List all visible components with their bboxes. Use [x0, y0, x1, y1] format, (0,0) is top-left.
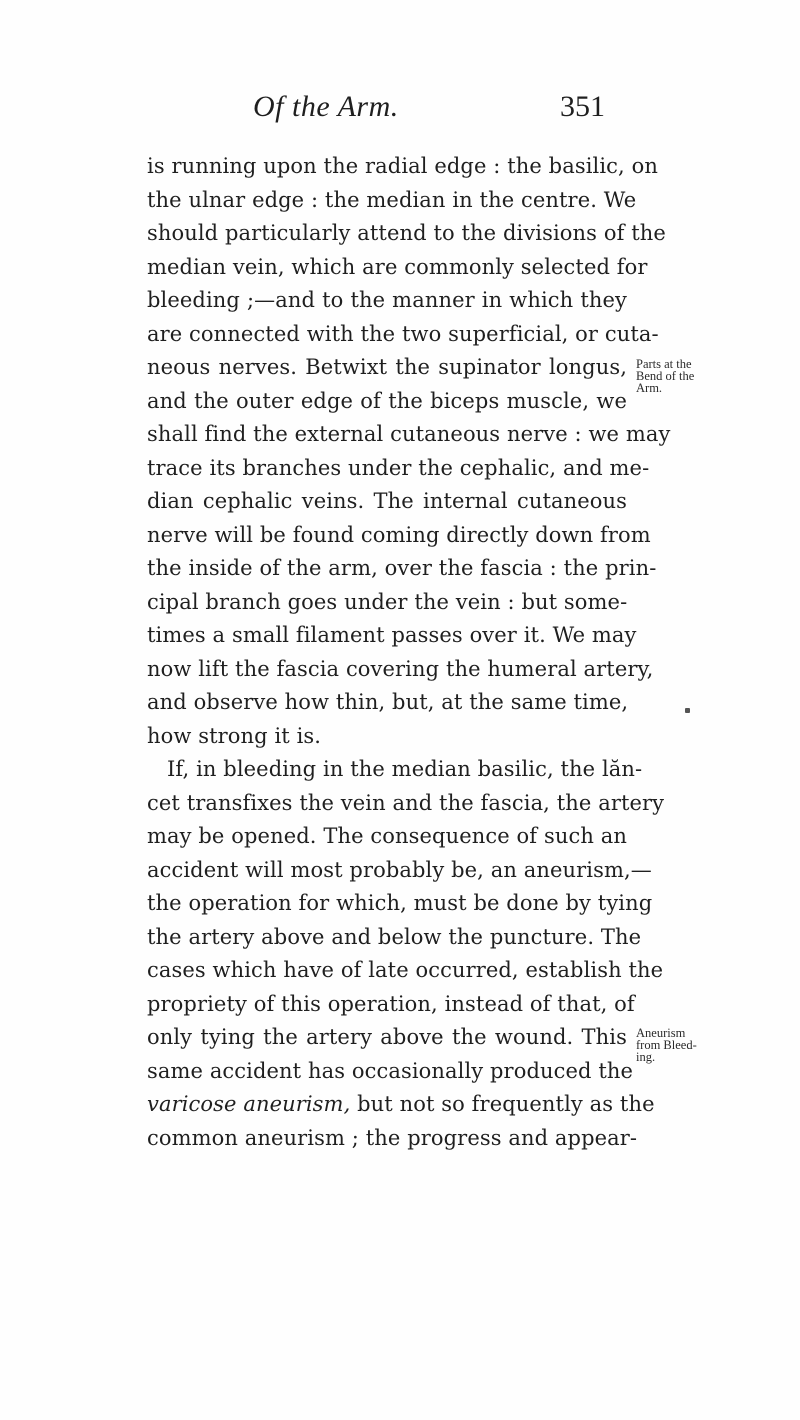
page-number: 351	[560, 90, 605, 123]
text-line: common aneurism ; the progress and appear-	[147, 1125, 638, 1150]
paragraph-start-line: If, in bleeding in the median basilic, the lăn-	[167, 757, 643, 781]
text-line: may be opened. The consequence of such an	[147, 824, 627, 848]
text-line: neous nerves. Betwixt the supinator longus,	[147, 355, 627, 379]
text-line: and the outer edge of the biceps muscle, we	[147, 388, 627, 413]
text-line: same accident has occasionally produced the	[147, 1058, 634, 1083]
text-line: times a small filament passes over it. We may	[147, 623, 637, 647]
text-line-rest: but not so frequently as the	[357, 1092, 655, 1116]
margin-note-line: Aneurism	[636, 1026, 686, 1040]
text-line: now lift the fascia covering the humeral artery,	[147, 656, 654, 681]
text-line: how strong it is.	[147, 723, 322, 748]
text-line-with-italic	[147, 1088, 655, 1122]
text-line: trace its branches under the cephalic, and me-	[147, 455, 650, 480]
margin-note-line: ing.	[636, 1050, 656, 1064]
margin-note-aneurism	[636, 1027, 796, 1063]
ink-speck	[685, 708, 690, 713]
text-line: median vein, which are commonly selected for	[147, 254, 648, 279]
margin-note-line: Parts at the	[636, 357, 692, 371]
running-head	[0, 90, 800, 130]
text-line: the artery above and below the puncture. The	[147, 924, 642, 949]
margin-note-parts-at-bend	[636, 358, 796, 394]
margin-note-line: Bend of the	[636, 369, 695, 383]
text-line: cases which have of late occurred, establish the	[147, 958, 664, 982]
text-line: accident will most probably be, an aneurism,—	[147, 857, 652, 882]
text-line: nerve will be found coming directly down from	[147, 522, 651, 547]
text-line: the ulnar edge : the median in the centre. We	[147, 187, 637, 212]
margin-note-line: Arm.	[636, 381, 663, 395]
text-line: shall find the external cutaneous nerve : we may	[147, 422, 671, 446]
text-line: should particularly attend to the divisions of the	[147, 221, 666, 245]
text-line: the inside of the arm, over the fascia : the prin-	[147, 556, 657, 580]
text-line: dian cephalic veins. The internal cutaneous	[147, 489, 627, 513]
text-line: bleeding ;—and to the manner in which they	[147, 288, 627, 312]
text-line: propriety of this operation, instead of that, of	[147, 991, 635, 1016]
text-line: are connected with the two superficial, or cuta-	[147, 321, 659, 346]
text-line: only tying the artery above the wound. This	[147, 1025, 627, 1049]
text-line: cet transfixes the vein and the fascia, the artery	[147, 790, 665, 815]
running-title: Of the Arm.	[253, 90, 399, 123]
text-line: the operation for which, must be done by tying	[147, 891, 653, 915]
text-line: cipal branch goes under the vein : but some-	[147, 589, 628, 614]
italic-phrase: varicose aneurism,	[147, 1092, 351, 1116]
text-line: is running upon the radial edge : the basilic, on	[147, 154, 658, 178]
text-line: and observe how thin, but, at the same time,	[147, 690, 629, 714]
margin-note-line: from Bleed-	[636, 1038, 697, 1052]
